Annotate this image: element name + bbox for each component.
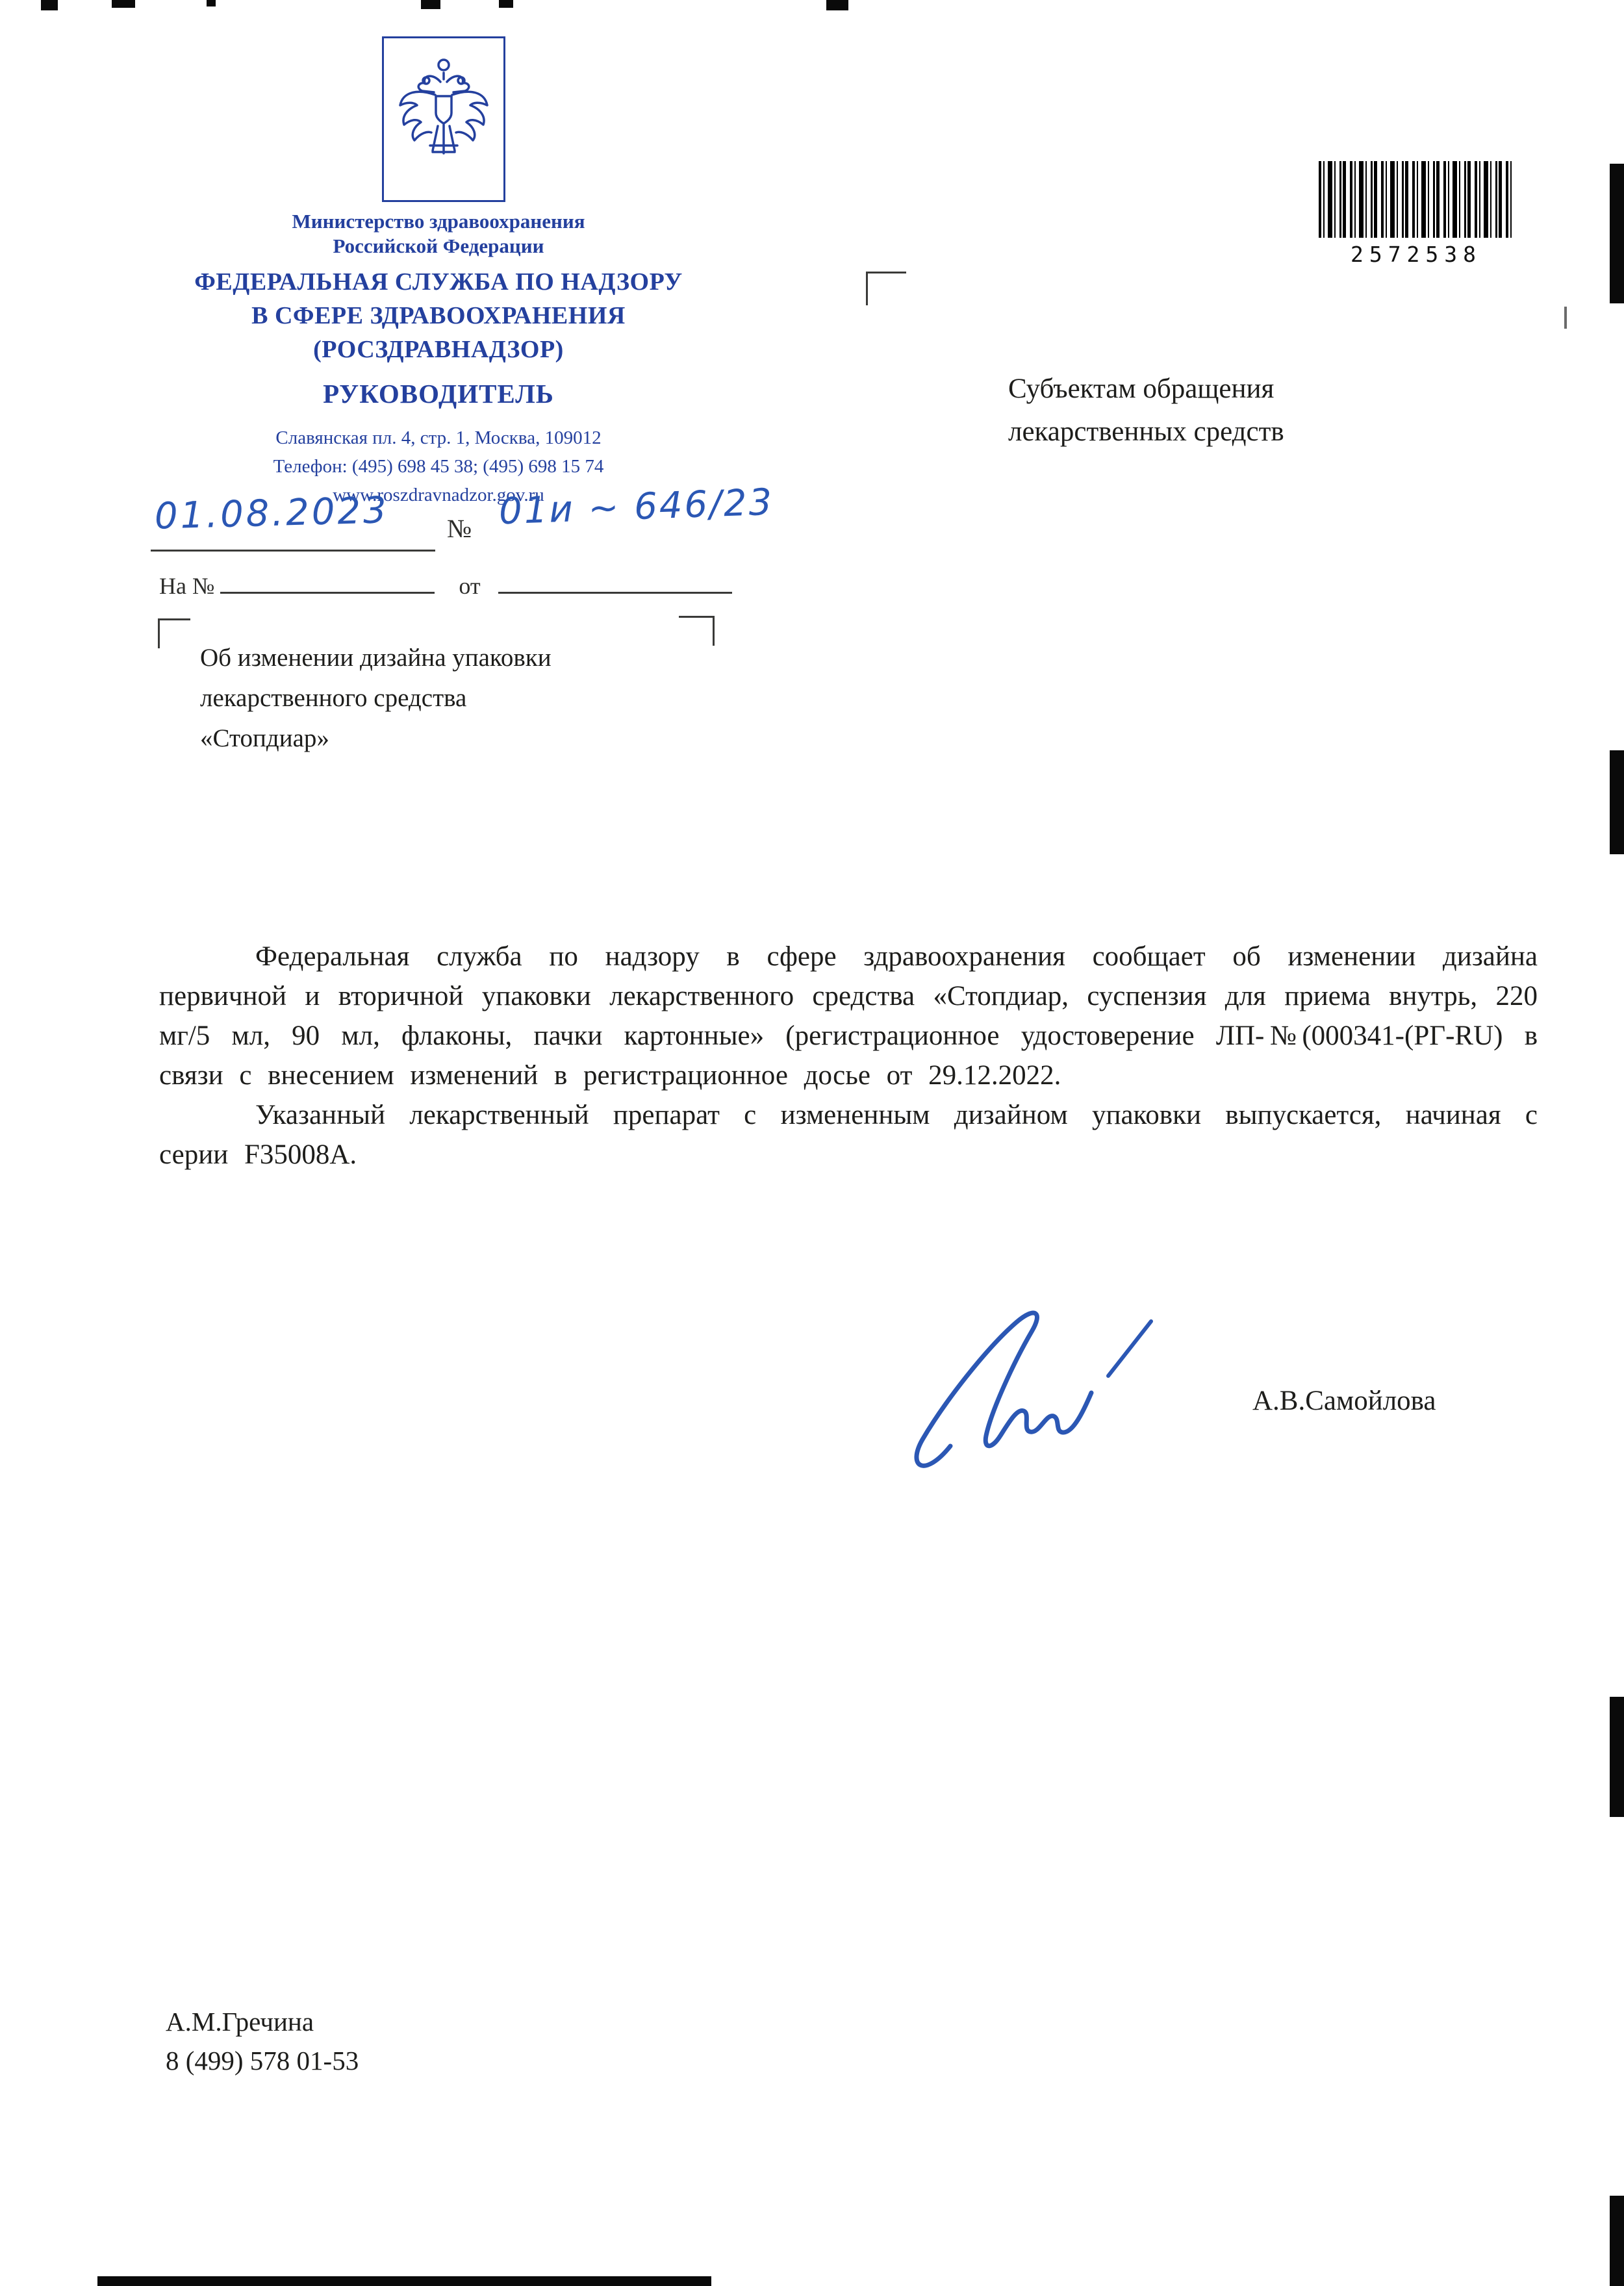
subject-line3: «Стопдиар» [200,724,329,752]
scan-artifact-bottom-edge [97,2276,711,2286]
subject-zone-corner-left [158,618,190,648]
scan-artifact-top-4 [421,0,440,9]
reply-date-blank [498,572,732,594]
scan-artifact-right-top [1610,164,1624,303]
reply-reference-line [159,572,732,600]
executor-name: А.М.Гречина [166,2007,314,2037]
date-underline [151,550,435,552]
service-name [159,265,718,366]
ministry-name [159,209,718,259]
scan-artifact-right-mid [1610,750,1624,854]
number-sign: № [447,514,472,543]
reply-number-blank [220,572,435,594]
reply-from-label: от [459,573,481,599]
recipient-block [1008,368,1284,453]
signer-name: А.В.Самойлова [1252,1386,1436,1416]
address-line: Славянская пл. 4, стр. 1, Москва, 109012 [275,427,602,448]
barcode [1319,161,1514,238]
body-paragraph-2: Указанный лекарственный препарат с измененным дизайном упаковки выпускается, начиная с серии F35008A. [159,1100,1538,1170]
letter-body [159,937,1538,1175]
handwritten-signature-icon [889,1272,1200,1519]
reply-label: На № [159,573,215,599]
scan-artifact-right-lower [1610,1697,1624,1817]
ministry-line2: Российской Федерации [333,235,544,257]
service-line1: ФЕДЕРАЛЬНАЯ СЛУЖБА ПО НАДЗОРУ [194,268,683,296]
recipient-line2: лекарственных средств [1008,416,1284,447]
coat-of-arms-box [382,36,505,202]
subject-line1: Об изменении дизайна упаковки [200,644,552,672]
coat-of-arms-eagle-icon [395,55,492,184]
subject-line2: лекарственного средства [200,684,467,712]
executor-block [166,2002,359,2080]
subject-block [200,638,694,759]
website-line: www.roszdravnadzor.gov.ru [333,485,544,505]
scan-tick-mark [1564,307,1567,329]
scan-artifact-top-5 [499,0,513,8]
address-zone-corner-mark [866,272,906,305]
recipient-line1: Субъектам обращения [1008,374,1275,404]
ministry-line1: Министерство здравоохранения [292,210,585,233]
position-title: РУКОВОДИТЕЛЬ [323,379,554,409]
barcode-number: 2572538 [1350,242,1482,267]
body-paragraph-1: Федеральная служба по надзору в сфере здравоохранения сообщает об изменении дизайна первичной и вторичной упаковки лекарственного средства «Стопдиар, суспензия для приема внутрь, 220 мг/5 мл, 90 мл, флаконы, пачки картонные» (регистрационное удостоверение ЛП-№(000341-(РГ-RU) в связи с внесением изменений в регистрационное досье от 29.12.2022. [159,941,1538,1091]
handwritten-date: 01.08.2023 [154,489,390,538]
phone-line: Телефон: (495) 698 45 38; (495) 698 15 74 [273,456,604,477]
executor-phone: 8 (499) 578 01-53 [166,2046,359,2076]
scan-artifact-top-3 [207,0,216,6]
scan-artifact-top-6 [826,0,848,10]
scan-artifact-top-2 [112,0,135,8]
scan-artifact-right-bottom [1610,2196,1624,2286]
scan-artifact-top-1 [41,0,58,10]
service-line2: В СФЕРЕ ЗДРАВООХРАНЕНИЯ [251,302,626,329]
handwritten-outgoing-number: 01и ~ 646/23 [498,481,775,533]
service-line3: (РОСЗДРАВНАДЗОР) [313,336,564,363]
